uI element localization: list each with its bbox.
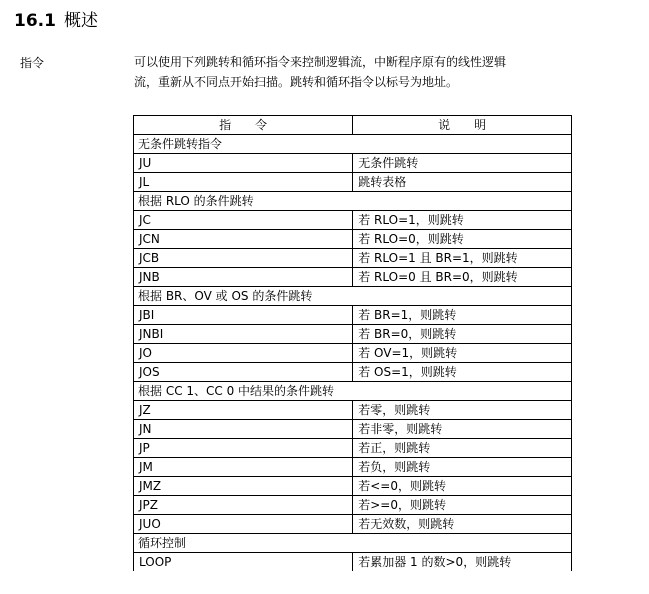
description-cell: 若无效数，则跳转 bbox=[353, 515, 572, 534]
description-cell: 若 RLO=1 且 BR=1，则跳转 bbox=[353, 249, 572, 268]
table-row bbox=[134, 154, 572, 173]
instruction-cell: JUO bbox=[134, 515, 353, 534]
instruction-cell: JM bbox=[134, 458, 353, 477]
table-row bbox=[134, 306, 572, 325]
section-heading bbox=[14, 6, 98, 31]
group-row bbox=[134, 382, 572, 401]
instruction-table bbox=[133, 115, 572, 571]
table-row bbox=[134, 249, 572, 268]
instruction-cell: JNB bbox=[134, 268, 353, 287]
header-instruction: 指 令 bbox=[134, 116, 353, 135]
description-cell: 若负，则跳转 bbox=[353, 458, 572, 477]
group-title: 根据 BR、OV 或 OS 的条件跳转 bbox=[134, 287, 572, 306]
instruction-cell: JP bbox=[134, 439, 353, 458]
instruction-cell: JC bbox=[134, 211, 353, 230]
table-row bbox=[134, 230, 572, 249]
table-row bbox=[134, 363, 572, 382]
instruction-cell: JU bbox=[134, 154, 353, 173]
table-row bbox=[134, 420, 572, 439]
instruction-cell: JL bbox=[134, 173, 353, 192]
instruction-cell: JBI bbox=[134, 306, 353, 325]
description-cell: 若<=0，则跳转 bbox=[353, 477, 572, 496]
instruction-cell: JOS bbox=[134, 363, 353, 382]
instruction-cell: JO bbox=[134, 344, 353, 363]
description-cell: 若 OS=1，则跳转 bbox=[353, 363, 572, 382]
table-header-row bbox=[134, 116, 572, 135]
instruction-cell: JZ bbox=[134, 401, 353, 420]
description-cell: 若累加器 1 的数>0，则跳转 bbox=[353, 553, 572, 572]
description-cell: 若 BR=0，则跳转 bbox=[353, 325, 572, 344]
description-cell: 若 BR=1，则跳转 bbox=[353, 306, 572, 325]
table-row bbox=[134, 439, 572, 458]
group-row bbox=[134, 192, 572, 211]
instruction-cell: JPZ bbox=[134, 496, 353, 515]
description-cell: 若 OV=1，则跳转 bbox=[353, 344, 572, 363]
table-row bbox=[134, 173, 572, 192]
table-row bbox=[134, 268, 572, 287]
table-row bbox=[134, 553, 572, 572]
group-title: 根据 CC 1、CC 0 中结果的条件跳转 bbox=[134, 382, 572, 401]
group-title: 无条件跳转指令 bbox=[134, 135, 572, 154]
instruction-cell: JN bbox=[134, 420, 353, 439]
description-cell: 若零，则跳转 bbox=[353, 401, 572, 420]
section-number: 16.1 bbox=[14, 11, 56, 31]
instruction-cell: JMZ bbox=[134, 477, 353, 496]
table-row bbox=[134, 458, 572, 477]
description-cell: 若 RLO=1，则跳转 bbox=[353, 211, 572, 230]
group-title: 循环控制 bbox=[134, 534, 572, 553]
instruction-cell: JNBI bbox=[134, 325, 353, 344]
intro-paragraph bbox=[134, 52, 574, 92]
description-cell: 若>=0，则跳转 bbox=[353, 496, 572, 515]
intro-line-1: 可以使用下列跳转和循环指令来控制逻辑流，中断程序原有的线性逻辑 bbox=[134, 55, 507, 69]
intro-line-2: 流，重新从不同点开始扫描。跳转和循环指令以标号为地址。 bbox=[134, 75, 459, 89]
table-row bbox=[134, 344, 572, 363]
section-title: 概述 bbox=[63, 11, 98, 31]
table-row bbox=[134, 477, 572, 496]
description-cell: 若非零，则跳转 bbox=[353, 420, 572, 439]
table-row bbox=[134, 401, 572, 420]
group-row bbox=[134, 135, 572, 154]
instruction-cell: JCN bbox=[134, 230, 353, 249]
table-row bbox=[134, 496, 572, 515]
group-row bbox=[134, 534, 572, 553]
table-row bbox=[134, 515, 572, 534]
table-row bbox=[134, 211, 572, 230]
group-row bbox=[134, 287, 572, 306]
table-row bbox=[134, 325, 572, 344]
side-label: 指令 bbox=[20, 56, 45, 70]
instruction-cell: LOOP bbox=[134, 553, 353, 572]
instruction-cell: JCB bbox=[134, 249, 353, 268]
header-description: 说 明 bbox=[353, 116, 572, 135]
description-cell: 若 RLO=0 且 BR=0，则跳转 bbox=[353, 268, 572, 287]
description-cell: 跳转表格 bbox=[353, 173, 572, 192]
description-cell: 若 RLO=0，则跳转 bbox=[353, 230, 572, 249]
description-cell: 若正，则跳转 bbox=[353, 439, 572, 458]
description-cell: 无条件跳转 bbox=[353, 154, 572, 173]
group-title: 根据 RLO 的条件跳转 bbox=[134, 192, 572, 211]
